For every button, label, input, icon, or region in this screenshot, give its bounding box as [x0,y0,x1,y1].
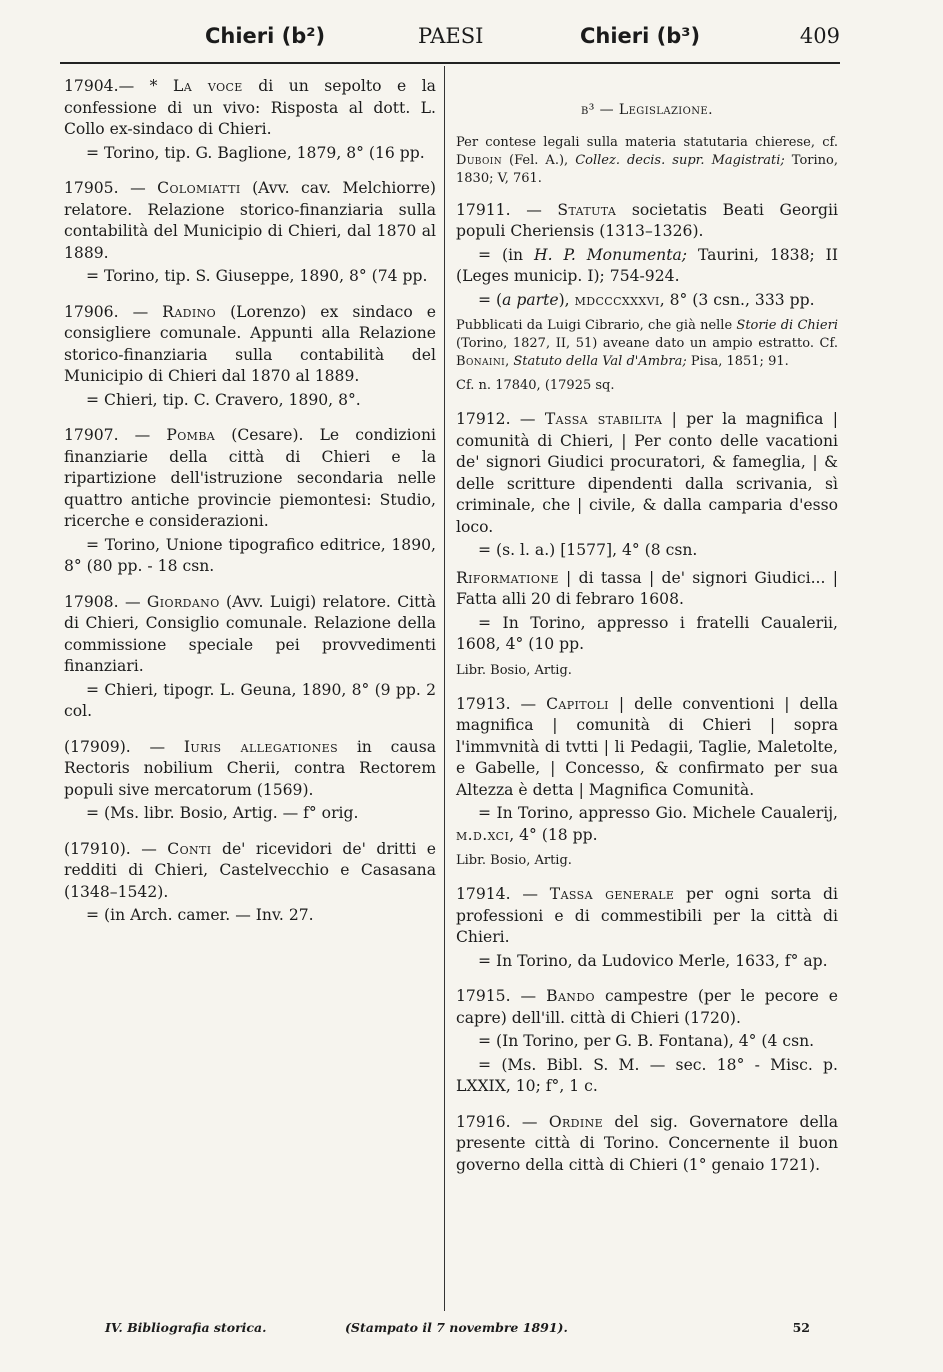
imprint-text: = (in [478,245,535,264]
entry-body: (Cesare). Le condizioni finanziarie della città di Chieri e la ripartizione dell'istruzione secondaria nelle quattro antiche provincie piemontesi: Studio, ricerche e considerazioni. [64,426,436,530]
note-text: (Fel. A.), [502,152,576,168]
entry-number: (17909). [64,737,131,756]
entry-heading: Pomba [166,426,216,444]
note-title: Statuto della Val d'Ambra; [513,354,687,369]
entry-17911 [456,200,838,396]
right-column [456,76,838,1190]
imprint-text: = ( [478,290,503,309]
note-text: Pubblicati da Luigi Cibrario, che già nelle [456,318,737,333]
header-left-title: Chieri (b²) [205,24,326,48]
entry-body: societatis Beati Georgii populi Cheriensis (1313–1326). [456,200,838,240]
entry-heading: La voce [172,77,243,95]
imprint-text: = In Torino, appresso Gio. Michele Caualerij, [478,804,838,822]
entry-heading: Ordine [548,1112,604,1131]
entry-dash: — [118,426,167,444]
entry-body: | per la magnifica | comunità di Chieri, | Per conto delle vacationi de' signori Giudici procuratori, & fameglia, | & delle scritture dipendenti dalla scrivania, sì criminale, che | civile, & dalla camparia d'esso loco. [456,410,838,536]
entry-imprint: = (Ms. libr. Bosio, Artig. — f° orig. [86,804,359,822]
entry-number: 17914. [456,885,511,903]
entry-heading: Capitoli [546,694,609,713]
page-header [60,24,840,58]
entry-17915 [456,986,838,1098]
entry-heading: Conti [167,839,212,858]
note-title: Storie di Chieri [736,318,838,333]
imprint-date: m.d.xci [456,825,510,844]
entry-number: 17906. [64,302,119,321]
entry-heading: Tassa stabilita [544,410,663,428]
entry-subheading: Riformatione [456,568,559,587]
note-author: Duboin [456,152,502,168]
entry-17907 [64,425,436,578]
entry-imprint: = Chieri, tipogr. L. Geuna, 1890, 8° (9 pp. 2 col. [64,680,436,720]
entry-heading: Iuris allegationes [183,737,339,756]
entry-imprint: = (s. l. a.) [1577], 4° (8 csn. [478,541,698,559]
entry-heading: Statuta [557,200,617,219]
entry-17912 [456,409,838,680]
entry-dash: — [118,179,158,197]
entry-body: di un sepolto e la confessione di un vivo: Risposta al dott. L. Collo ex-sindaco di Chieri. [64,77,436,138]
note-text: Pisa, 1851; 91. [686,354,789,369]
entry-dash: — * [118,77,173,95]
entry-body: | di tassa | de' signori Giudici... | Fatta alli 20 di febraro 1608. [456,568,838,608]
note-text: Torino, 1830; V, 761. [456,152,838,186]
header-rule [60,62,840,64]
entry-body: per ogni sorta di professioni e di commestibili per la città di Chieri. [456,885,838,946]
entry-heading: Colomiatti [157,179,241,197]
entry-17909 [64,737,436,825]
note-title: Collez. decis. supr. Magistrati; [575,152,785,168]
entry-number: 17913. [456,694,511,713]
entry-body: | delle conventioni | della magnifica | comunità di Chieri | sopra l'immvnità di tvtti | li Pedagii, Taglie, Maletolte, e Gabelle, | Concesso, & confirmato per sua Altezza è detta | Magnifica Comunità. [456,694,838,799]
entry-body: (Lorenzo) ex sindaco e consigliere comunale. Appunti alla Relazione storico-finanziaria sulla contabilità del Municipio di Chieri dal 1870 al 1889. [64,302,436,385]
footer-signature-number: 52 [792,1320,810,1335]
imprint-title: a parte [502,290,559,309]
entry-imprint: = In Torino, appresso i fratelli Caualerii, 1608, 4° (10 pp. [456,613,838,653]
section-title: b³ — Legislazione. [581,102,713,118]
entry-number: 17915. [456,987,511,1005]
entry-body: campestre (per le pecore e capre) dell'ill. città di Chieri (1720). [456,987,838,1027]
imprint-date: mdcccxxxvi [574,290,660,309]
entry-dash: — [510,885,550,903]
footer-series-title: IV. Bibliografia storica. [105,1320,267,1335]
entry-number: 17908. [64,592,119,611]
entry-dash: — [130,737,184,756]
imprint-title: H. P. Monumenta; [534,245,688,264]
entry-17906 [64,302,436,412]
entry-dash: — [510,410,545,428]
entry-17910 [64,839,436,927]
entry-dash: — [510,694,547,713]
note-author: Bonaini [456,354,506,369]
entry-17916 [456,1112,838,1177]
entry-imprint: = Torino, tip. G. Baglione, 1879, 8° (16 pp. [86,143,425,162]
entry-note [456,317,838,371]
entry-crossref: Cf. n. 17840, (17925 sq. [456,378,615,393]
entry-heading: Bando [546,987,595,1005]
entry-number: 17905. [64,179,119,197]
entry-heading: Giordano [146,592,220,611]
entry-imprint: = Torino, Unione tipografico editrice, 1890, 8° (80 pp. - 18 csn. [64,535,436,575]
note-text: (Torino, 1827, II, 51) aveane dato un ampio estratto. Cf. [456,336,838,351]
entry-17908 [64,592,436,723]
entry-number: 17916. [456,1112,511,1131]
footer-print-date: (Stampato il 7 novembre 1891). [345,1320,568,1335]
entry-note: Libr. Bosio, Artig. [456,662,572,678]
entry-17914 [456,884,838,972]
entry-dash: — [130,839,168,858]
entry-heading: Radino [162,302,217,321]
entry-dash: — [510,987,547,1005]
section-intro-note [456,134,838,188]
entry-imprint [456,803,838,846]
imprint-text: , 4° (18 pp. [509,825,598,844]
entry-body: (Avv. cav. Melchiorre) relatore. Relazione storico-finanziaria sulla contabilità del Municipio di Chieri, dal 1870 al 1889. [64,179,437,262]
column-divider [444,66,445,1311]
imprint-text: ), [558,290,575,309]
entry-number: (17910). [64,839,131,858]
entry-dash: — [118,302,163,321]
header-right-title: Chieri (b³) [580,24,701,48]
entry-imprint: = Chieri, tip. C. Cravero, 1890, 8°. [86,390,361,409]
entry-17913 [456,694,838,871]
header-center-title: PAESI [418,24,484,48]
imprint-text: , 8° (3 csn., 333 pp. [659,290,815,309]
entry-heading: Tassa generale [549,885,675,903]
entry-17905 [64,178,436,288]
imprint-text: Taurini, 1838; II (Leges municip. I); 754-924. [456,245,839,285]
entry-number: 17904. [64,77,119,95]
left-column [64,76,436,941]
entry-body: in causa Rectoris nobilium Cherii, contra Rectorem populi sive mercatorum (1569). [64,737,436,799]
entry-number: 17907. [64,426,119,444]
entry-imprint: = (in Arch. camer. — Inv. 27. [86,906,314,924]
note-text: , [505,354,514,369]
entry-imprint [456,245,838,288]
entry-number: 17912. [456,410,511,428]
entry-dash: — [510,1112,549,1131]
entry-imprint [456,290,838,312]
entry-imprint: = (Ms. Bibl. S. M. — sec. 18° - Misc. p. LXXIX, 10; f°, 1 c. [456,1055,838,1095]
page-footer [60,1320,840,1344]
entry-dash: — [118,592,147,611]
entry-17904 [64,76,436,164]
entry-number: 17911. [456,200,511,219]
entry-dash: — [510,200,558,219]
entry-note: Libr. Bosio, Artig. [456,853,572,868]
entry-body: del sig. Governatore della presente città di Torino. Concernente il buon governo della città di Chieri (1° genaio 1721). [456,1112,838,1174]
entry-imprint: = Torino, tip. S. Giuseppe, 1890, 8° (74 pp. [86,267,428,285]
entry-body: de' ricevidori de' dritti e redditi di Chieri, Castelvecchio e Casasana (1348–1542). [64,839,436,901]
entry-imprint: = In Torino, da Ludovico Merle, 1633, f° ap. [478,951,828,970]
entry-body: (Avv. Luigi) relatore. Città di Chieri, Consiglio comunale. Relazione della commissione speciale pei provvedimenti finanziari. [64,592,436,675]
note-text: Per contese legali sulla materia statutaria chierese, cf. [456,134,838,150]
page-number: 409 [799,24,840,48]
entry-imprint: = (In Torino, per G. B. Fontana), 4° (4 csn. [478,1032,815,1050]
